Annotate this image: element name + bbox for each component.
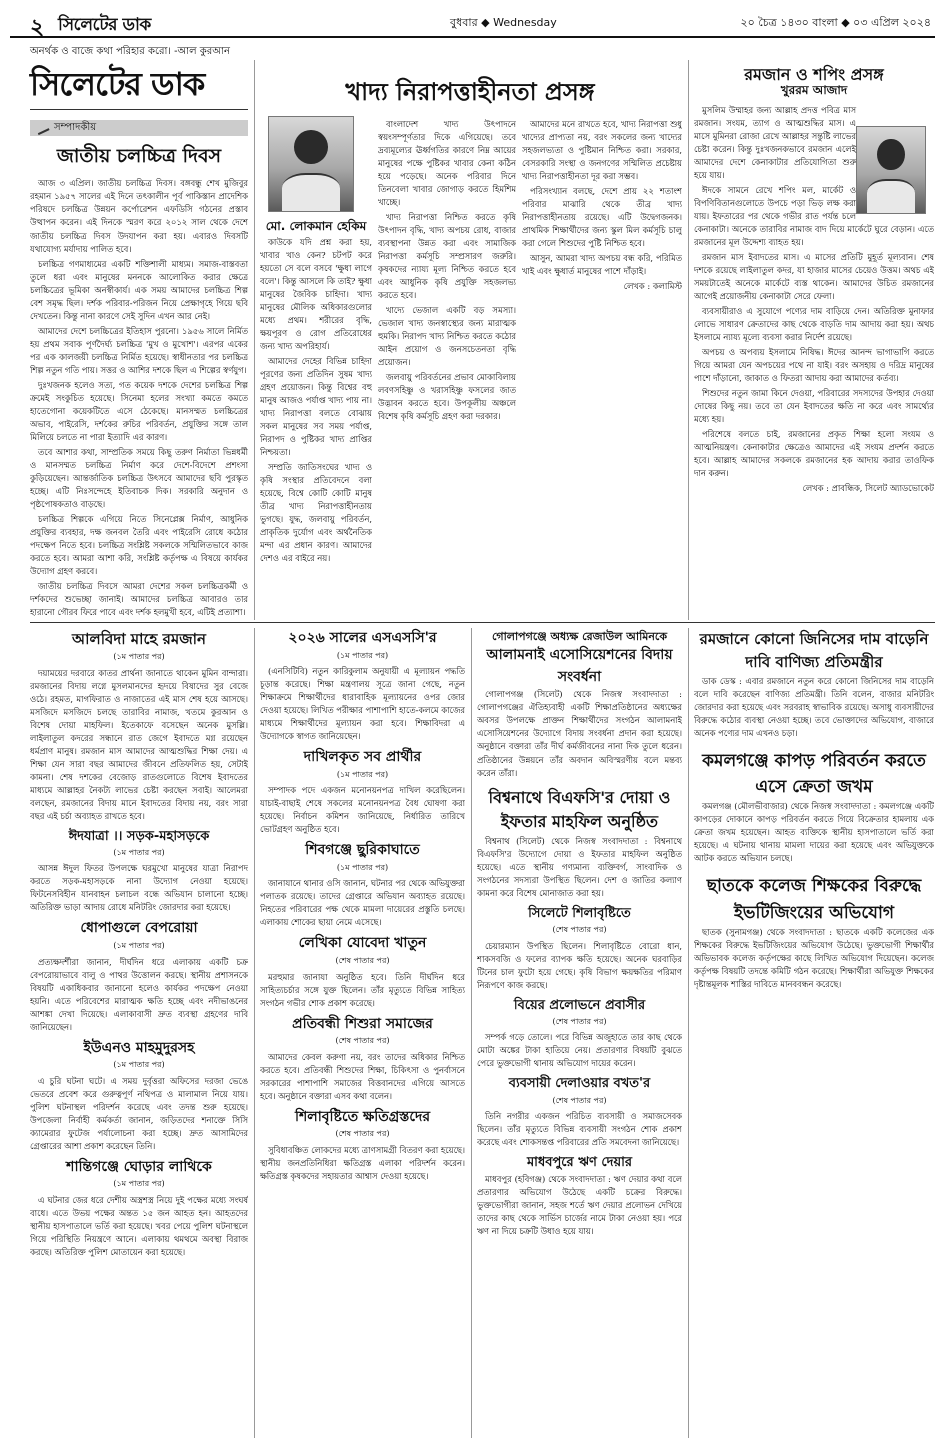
story-title: প্রতিবন্ধী শিশুরা সমাজের [292, 1015, 433, 1032]
editorial-title: জাতীয় চলচ্চিত্র দিবস [56, 145, 222, 167]
story-title: আলবিদা মাহে রমজান [72, 630, 206, 648]
editorial-paragraph: তবে আশার কথা, সাম্প্রতিক সময়ে কিছু তরুণ নির্মাতা ভিন্নধর্মী ও মানসম্মত চলচ্চিত্র নির্মাণ করে দেশে-বিদেশে প্রশংসা কুড়িয়েছেন। আন্তর্জাতিক চলচ্চিত্র উৎসবে আমাদের ছবি পুরস্কৃত হচ্ছে। এটি নিঃসন্দেহে ইতিবাচক দিক। সরকারি অনুদান ও পৃষ্ঠপোষকতাও বাড়ছে। [30, 446, 248, 509]
story-title: সিলেটে শিলাবৃষ্টিতে [528, 906, 631, 922]
story-title: ঈদযাত্রা ।। সড়ক-মহাসড়কে [68, 828, 210, 844]
food-col-2 [378, 118, 516, 616]
story-text: ছাতক (সুনামগঞ্জ) থেকে সংবাদদাতা : ছাতকে একটি কলেজের এক শিক্ষকের বিরুদ্ধে ইভটিজিংয়ের অভিযোগ উঠেছে। ভুক্তভোগী শিক্ষার্থীর অভিভাবক কলেজ কর্তৃপক্ষের কাছে লিখিত অভিযোগ দিয়েছেন। কলেজ কর্তৃপক্ষ বিষয়টি তদন্তে কমিটি গঠন করেছে। শিক্ষার্থীরা অভিযুক্ত শিক্ষকের দৃষ্টান্তমূলক শাস্তির দাবিতে মানববন্ধন করেছে। [694, 927, 934, 990]
editorial-paragraph: আমাদের দেশে চলচ্চিত্রের ইতিহাস পুরনো। ১৯৫৬ সালে নির্মিত হয় প্রথম সবাক পূর্ণদৈর্ঘ্য চলচ্চিত্র 'মুখ ও মুখোশ'। এরপর একের পর এক কালজয়ী চলচ্চিত্র নির্মিত হয়েছে। স্বাধীনতার পর চলচ্চিত্র শিল্প নতুন গতি পায়। সত্তর ও আশির দশকে ছিল এ শিল্পের স্বর্ণযুগ। [30, 325, 248, 375]
author-photo-body [282, 173, 341, 211]
story-from: (১ম পাতার পর) [113, 652, 165, 662]
ramadan-paragraph: রমজান মাস ইবাদতের মাস। এ মাসের প্রতিটি মুহূর্ত মূল্যবান। শেষ দশকে রয়েছে লাইলাতুল কদর, যা হাজার মাসের চেয়েও উত্তম। অথচ এই সময়টাতেই অনেকে মার্কেটে ব্যস্ত থাকেন। আমাদের উচিত রমজানের আগেই প্রয়োজনীয় কেনাকাটা সেরে ফেলা। [694, 252, 934, 302]
ramadan-paragraph: শিশুদের নতুন জামা কিনে দেওয়া, পরিবারের সদস্যদের উপহার দেওয়া দোষের কিছু নয়। তবে তা যেন ইবাদতের ক্ষতি না করে এবং সামর্থ্যের মধ্যে হয়। [694, 388, 934, 425]
story-text: আসন্ন ঈদুল ফিতর উপলক্ষে ঘরমুখো মানুষের যাত্রা নিরাপদ করতে সড়ক-মহাসড়কে নানা উদ্যোগ নেওয়া হয়েছে। ফিটনেসবিহীন যানবাহন চলাচল বন্ধে অভিযান চালানো হচ্ছে। অতিরিক্ত ভাড়া আদায় রোধে মনিটরিং জোরদার করা হয়েছে। [30, 863, 248, 913]
story-title: কমলগঞ্জে কাপড় পরিবর্তন করতে এসে ক্রেতা জখম [702, 750, 926, 797]
ramadan-author-note: লেখক : প্রাবন্ধিক, সিলেট অ্যাডভোকেট [802, 483, 934, 494]
column-divider [471, 628, 472, 1438]
story-from: (শেষ পাতার পর) [552, 1016, 607, 1026]
ramadan-column [694, 104, 934, 616]
story-text: ডাক ডেস্ক : এবার রমজানে নতুন করে কোনো জিনিসের দাম বাড়েনি বলে দাবি করেছেন বাণিজ্য প্রতিমন্ত্রী। তিনি বলেন, বাজার মনিটরিং জোরদার করা হয়েছে এবং সরবরাহ স্বাভাবিক রয়েছে। অসাধু ব্যবসায়ীদের বিরুদ্ধে কঠোর ব্যবস্থা নেওয়া হচ্ছে। তবে ভোক্তাদের অভিযোগ, বাজারে অনেক পণ্যের দাম এখনও চড়া। [694, 675, 934, 738]
story-title: ধোপাগুলে বেপরোয়া [80, 920, 198, 937]
food-paragraph: বাংলাদেশ খাদ্য উৎপাদনে স্বয়ংসম্পূর্ণতার দিকে এগিয়েছে। তবে দ্রব্যমূল্যের ঊর্ধ্বগতির কারণে নিম্ন আয়ের মানুষের পক্ষে পুষ্টিকর খাবার কেনা কঠিন হয়ে পড়েছে। অনেক পরিবার দিনে তিনবেলা খাবার জোগাড় করতে হিমশিম খাচ্ছে। [378, 119, 516, 208]
column-divider [254, 628, 255, 1438]
story-text: প্রত্যক্ষদর্শীরা জানান, দীর্ঘদিন ধরে এলাকায় একটি চক্র বেপরোয়াভাবে বালু ও পাথর উত্তোলন করছে। স্থানীয় প্রশাসনকে বিষয়টি একাধিকবার জানানো হলেও কার্যকর পদক্ষেপ নেওয়া হয়নি। এতে পরিবেশের মারাত্মক ক্ষতি হচ্ছে এবং নদীভাঙনের আশঙ্কা দেখা দিয়েছে। এলাকাবাসী দ্রুত ব্যবস্থা গ্রহণের দাবি জানিয়েছেন। [30, 956, 248, 1032]
food-paragraph: খাদ্যে ভেজাল একটি বড় সমস্যা। ভেজাল খাদ্য জনস্বাস্থ্যের জন্য মারাত্মক হুমকি। নিরাপদ খাদ্য নিশ্চিত করতে কঠোর আইন প্রয়োগ ও জনসচেতনতা বৃদ্ধি প্রয়োজন। [378, 305, 516, 368]
editorial-column [30, 142, 248, 617]
section-tag [30, 120, 248, 136]
story-text: সম্পাদক পদে একজন মনোনয়নপত্র দাখিল করেছিলেন। যাচাই-বাছাই শেষে সকলের মনোনয়নপত্র বৈধ ঘোষণা করা হয়েছে। নির্বাচন কমিশন জানিয়েছে, নির্ধারিত তারিখে ভোটগ্রহণ অনুষ্ঠিত হবে। [260, 785, 465, 835]
story-text: দয়াময়ের দরবারে কাতর প্রার্থনা জানাতে থাকেন মুমিন বান্দারা। রমজানের বিদায় লগ্নে মুসলমানদের হৃদয়ে বিষাদের সুর বেজে ওঠে। রহমত, মাগফিরাত ও নাজাতের এই মাস শেষ হয়ে আসছে। মসজিদে মসজিদে চলছে তারাবির নামাজ, খতমে কুরআন ও বিশেষ দোয়া মাহফিল। ইতেকাফে বসেছেন অনেক মুসল্লি। লাইলাতুল কদরের সন্ধানে রাত জেগে ইবাদতে মগ্ন রয়েছেন ধর্মপ্রাণ মানুষ। রমজান মাস আমাদের আত্মশুদ্ধির শিক্ষা দেয়। এ শিক্ষা যেন সারা বছর আমাদের জীবনে প্রতিফলিত হয়, সেটাই কামনা। শেষ দশকের বেজোড় রাতগুলোতে বিশেষ ইবাদতের মাধ্যমে আল্লাহর নৈকট্য লাভের চেষ্টা করছেন সবাই। আলেমরা বলছেন, রমজানের বিদায় মানে ইবাদতের বিদায় নয়, বরং সারা বছর এই চর্চা অব্যাহত রাখতে হবে। [30, 667, 248, 821]
story-text: গোলাপগঞ্জ (সিলেট) থেকে নিজস্ব সংবাদদাতা : গোলাপগঞ্জের ঐতিহ্যবাহী একটি শিক্ষাপ্রতিষ্ঠানের অধ্যক্ষের অবসর উপলক্ষে প্রাক্তন শিক্ষার্থীদের সংগঠন আলামনাই এসোসিয়েশনের উদ্যোগে বিদায় সংবর্ধনা প্রদান করা হয়েছে। অনুষ্ঠানে বক্তারা তাঁর দীর্ঘ কর্মজীবনের নানা দিক তুলে ধরেন। প্রতিষ্ঠানের উন্নয়নে তাঁর অবদান অবিস্মরণীয় বলে মন্তব্য করেন তাঁরা। [477, 689, 682, 778]
story-text: সুবিধাবঞ্চিত লোকদের মধ্যে ত্রাণসামগ্রী বিতরণ করা হয়েছে। স্থানীয় জনপ্রতিনিধিরা ক্ষতিগ্রস্ত এলাকা পরিদর্শন করেন। ক্ষতিগ্রস্ত কৃষকদের সহায়তার আশ্বাস দেওয়া হয়েছে। [260, 1144, 465, 1181]
food-author: মো. লোকমান হেকিম [265, 219, 367, 233]
story-title: রমজানে কোনো জিনিসের দাম বাড়েনি দাবি বাণিজ্য প্রতিমন্ত্রীর [699, 630, 929, 672]
story-from: (১ম পাতার পর) [113, 941, 165, 951]
ramadan-author: খুররম আজাদ [780, 83, 848, 97]
story-text: আমাদের কেবল করুণা নয়, বরং তাদের অধিকার নিশ্চিত করতে হবে। প্রতিবন্ধী শিশুদের শিক্ষা, চিকিৎসা ও পুনর্বাসনে সরকারের পাশাপাশি সমাজের বিত্তবানদের এগিয়ে আসতে হবে। অনুষ্ঠানে বক্তারা এসব কথা বলেন। [260, 1051, 465, 1101]
story-text: (এনসিটিবি) নতুন কারিকুলাম অনুযায়ী এ মূল্যায়ন পদ্ধতি চূড়ান্ত করেছে। শিক্ষা মন্ত্রণালয় সূত্রে জানা গেছে, নতুন শিক্ষাক্রমে শিক্ষার্থীদের ধারাবাহিক মূল্যায়নের ওপর জোর দেওয়া হয়েছে। লিখিত পরীক্ষার পাশাপাশি হাতে-কলমে কাজের মাধ্যমে শিক্ষার্থীদের মূল্যায়ন করা হবে। শিক্ষাবিদরা এ উদ্যোগকে স্বাগত জানিয়েছেন। [260, 666, 465, 742]
story-title: শিবগঞ্জে ছুরিকাঘাতে [305, 842, 420, 859]
masthead-title: সিলেটের ডাক [30, 65, 205, 103]
masthead [30, 60, 248, 110]
food-paragraph: আমাদের দেহের বিভিন্ন চাহিদা পূরণের জন্য প্রতিদিন সুষম খাদ্য গ্রহণ প্রয়োজন। কিন্তু বিশ্বের বহু মানুষ আজও পর্যাপ্ত খাদ্য পায় না। খাদ্য নিরাপত্তা বলতে বোঝায় সকল মানুষের সব সময় পর্যাপ্ত, নিরাপদ ও পুষ্টিকর খাদ্য প্রাপ্তির নিশ্চয়তা। [260, 356, 372, 458]
story-title: ২০২৬ সালের এসএসসি'র [288, 630, 437, 646]
story-title: বিশ্বনাথে বিএফসি'র দোয়া ও ইফতার মাহফিল অনুষ্ঠিত [488, 787, 671, 832]
continued-col-2 [260, 628, 465, 1438]
food-paragraph: আসুন, আমরা খাদ্য অপচয় বন্ধ করি, পরিমিত খাই এবং ক্ষুধার্ত মানুষের পাশে দাঁড়াই। [522, 253, 682, 277]
author-photo [268, 116, 354, 212]
food-author-note: লেখক : কলামিস্ট [623, 281, 682, 292]
column-divider [688, 628, 689, 1438]
story-from: (১ম পাতার পর) [336, 650, 389, 660]
story-title: লেখিকা যোবেদা খাতুন [298, 935, 427, 952]
story-from: (শেষ পাতার পর) [335, 956, 390, 966]
header-date: ২০ চৈত্র ১৪৩০ বাংলা ◆ ০৩ এপ্রিল ২০২৪ [740, 16, 931, 29]
food-article-title: খাদ্য নিরাপত্তাহীনতা প্রসঙ্গ [345, 78, 595, 106]
editorial-paragraph: আজ ৩ এপ্রিল। জাতীয় চলচ্চিত্র দিবস। বঙ্গবন্ধু শেখ মুজিবুর রহমান ১৯৫৭ সালের এই দিনে তৎকালীন পূর্ব পাকিস্তান প্রাদেশিক পরিষদে চলচ্চিত্র উন্নয়ন কর্পোরেশন এফডিসি গঠনের প্রস্তাব উত্থাপন করেন। এই দিনকে স্মরণ করে ২০১২ সাল থেকে দেশে জাতীয় চলচ্চিত্র দিবস উদযাপন করা হয়। এবারও দিবসটি যথাযোগ্য মর্যাদায় পালিত হবে। [30, 178, 248, 254]
story-text: মরহুমার জানাযা অনুষ্ঠিত হবে। তিনি দীর্ঘদিন ধরে সাহিত্যচর্চার সঙ্গে যুক্ত ছিলেন। তাঁর মৃত্যুতে বিভিন্ন সাহিত্য সংগঠন গভীর শোক প্রকাশ করেছে। [260, 971, 465, 1008]
continued-col-1 [30, 628, 248, 1438]
header-brand: সিলেটের ডাক [58, 15, 151, 35]
ramadan-paragraph: অপচয় ও অপব্যয় ইসলামে নিষিদ্ধ। ঈদের আনন্দ ভাগাভাগি করতে গিয়ে আমরা যেন অপচয়ের পথে না যাই। বরং অসহায় ও দরিদ্র মানুষের পাশে দাঁড়ানো, জাকাত ও ফিতরা আদায় করা আমাদের কর্তব্য। [694, 347, 934, 384]
story-from: (১ম পাতার পর) [113, 1060, 165, 1070]
ramadan-paragraph: মুসলিম উম্মাহর জন্য আল্লাহ প্রদত্ত পবিত্র মাস রমজান। সংযম, ত্যাগ ও আত্মশুদ্ধির মাস। এ মাসে মুমিনরা রোজা রেখে আল্লাহর সন্তুষ্টি লাভের চেষ্টা করেন। কিন্তু দুঃখজনকভাবে রমজান এলেই আমাদের দেশে কেনাকাটার প্রতিযোগিতা শুরু হয়ে যায়। [694, 105, 856, 181]
story-title: ইউএনও মাহমুদুরসহ [83, 1039, 195, 1056]
ramadan-paragraph: ঈদকে সামনে রেখে শপিং মল, মার্কেট ও বিপণিবিতানগুলোতে উপচে পড়া ভিড় লক্ষ করা যায়। ইফতারের পর থেকে গভীর রাত পর্যন্ত চলে কেনাকাটা। অনেকে তারাবির নামাজ বাদ দিয়ে মার্কেটে ঘুরে বেড়ান। এতে রমজানের মূল উদ্দেশ্য ব্যাহত হয়। [694, 185, 934, 248]
page-header [10, 8, 935, 38]
story-from: (শেষ পাতার পর) [552, 1095, 607, 1105]
quote-line: অনর্থক ও বাজে কথা পরিহার করো। -আল কুরআন [30, 46, 230, 57]
page-number: ২ [30, 14, 45, 40]
story-text: চেয়ারম্যান উপস্থিত ছিলেন। শিলাবৃষ্টিতে বোরো ধান, শাকসবজি ও ফলের ব্যাপক ক্ষতি হয়েছে। অনেক ঘরবাড়ির টিনের চাল ফুটো হয়ে গেছে। কৃষি বিভাগ ক্ষয়ক্ষতির পরিমাণ নিরূপণে কাজ করছে। [477, 940, 682, 990]
story-text: মাধবপুর (হবিগঞ্জ) থেকে সংবাদদাতা : ঋণ দেয়ার কথা বলে প্রতারণার অভিযোগ উঠেছে একটি চক্রের বিরুদ্ধে। ভুক্তভোগীরা জানান, সহজ শর্তে ঋণ দেয়ার প্রলোভন দেখিয়ে তাদের কাছ থেকে সার্ভিস চার্জের নামে টাকা নেওয়া হয়। পরে ঋণ না দিয়ে চক্রটি উধাও হয়ে যায়। [477, 1174, 682, 1237]
story-from: (১ম পাতার পর) [336, 769, 389, 779]
section-divider [30, 622, 935, 623]
column-divider [688, 60, 689, 620]
story-from: (শেষ পাতার পর) [335, 1036, 390, 1046]
continued-col-4 [694, 628, 934, 1438]
food-paragraph: পরিসংখ্যান বলছে, দেশে প্রায় ২২ শতাংশ পরিবার মাঝারি থেকে তীব্র খাদ্য নিরাপত্তাহীনতায় রয়েছে। এটি উদ্বেগজনক। প্রাথমিক শিক্ষার্থীদের জন্য স্কুল মিল কর্মসূচি চালু করা গেলে শিশুদের পুষ্টি নিশ্চিত হবে। [522, 186, 682, 249]
ramadan-paragraph: ব্যবসায়ীরাও এ সুযোগে পণ্যের দাম বাড়িয়ে দেন। অতিরিক্ত মুনাফার লোভে সাধারণ ক্রেতাদের কাছ থেকে বাড়তি দাম আদায় করা হয়। অথচ ইসলামে ন্যায্য মূল্যে ব্যবসা করার নির্দেশ রয়েছে। [694, 306, 934, 343]
header-day: বুধবার ◆ Wednesday [450, 16, 557, 29]
food-paragraph: খাদ্য নিরাপত্তা নিশ্চিত করতে কৃষি উৎপাদন বৃদ্ধি, খাদ্য অপচয় রোধ, বাজার ব্যবস্থাপনা উন্নত করা এবং সামাজিক নিরাপত্তা কর্মসূচি সম্প্রসারণ জরুরি। কৃষকদের ন্যায্য মূল্য নিশ্চিত করতে হবে এবং আধুনিক কৃষি প্রযুক্তি সহজলভ্য করতে হবে। [378, 212, 516, 301]
story-text: কমলগঞ্জ (মৌলভীবাজার) থেকে নিজস্ব সংবাদদাতা : কমলগঞ্জে একটি কাপড়ের দোকানে কাপড় পরিবর্তন করতে গিয়ে বিক্রেতার হামলায় এক ক্রেতা জখম হয়েছেন। আহত ব্যক্তিকে স্থানীয় হাসপাতালে ভর্তি করা হয়েছে। এ ঘটনায় থানায় মামলা দায়ের করা হয়েছে এবং অভিযুক্তকে আটক করতে অভিযান চলছে। [694, 801, 934, 864]
story-text: বিশ্বনাথ (সিলেট) থেকে নিজস্ব সংবাদদাতা : বিশ্বনাথে বিএফসি'র উদ্যোগে দোয়া ও ইফতার মাহফিল অনুষ্ঠিত হয়েছে। এতে স্থানীয় গণ্যমান্য ব্যক্তিবর্গ, সাংবাদিক ও সংগঠনের সদস্যরা উপস্থিত ছিলেন। দেশ ও জাতির কল্যাণ কামনা করে বিশেষ মোনাজাত করা হয়। [477, 836, 682, 899]
editorial-paragraph: দুঃখজনক হলেও সত্য, গত কয়েক দশকে দেশের চলচ্চিত্র শিল্প ক্রমেই সংকুচিত হয়েছে। সিনেমা হলের সংখ্যা কমতে কমতে হাতেগোনা কয়েকটিতে এসে ঠেকেছে। মানসম্মত চলচ্চিত্রের অভাব, পাইরেসি, দর্শকের রুচির পরিবর্তন, প্রযুক্তির সঙ্গে তাল মিলিয়ে চলতে না পারা ইত্যাদি এর কারণ। [30, 379, 248, 442]
food-paragraph: সম্প্রতি জাতিসংঘের খাদ্য ও কৃষি সংস্থার প্রতিবেদনে বলা হয়েছে, বিশ্বে কোটি কোটি মানুষ তীব্র খাদ্য নিরাপত্তাহীনতায় ভুগছে। যুদ্ধ, জলবায়ু পরিবর্তন, প্রাকৃতিক দুর্যোগ এবং অর্থনৈতিক মন্দা এর প্রধান কারণ। আমাদের দেশও এর বাইরে নয়। [260, 462, 372, 564]
story-from: (শেষ পাতার পর) [335, 1129, 390, 1139]
story-kicker: গোলাপগঞ্জে অধ্যক্ষ রেজাউল আমিনকে [491, 630, 668, 643]
ramadan-article-title: রমজান ও শপিং প্রসঙ্গ [744, 65, 884, 84]
editorial-paragraph: চলচ্চিত্র শিল্পকে এগিয়ে নিতে সিনেপ্লেক্স নির্মাণ, আধুনিক প্রযুক্তির ব্যবহার, দক্ষ জনবল তৈরি এবং পাইরেসি রোধে কঠোর পদক্ষেপ নিতে হবে। চলচ্চিত্র সংশ্লিষ্ট সকলকে সম্মিলিতভাবে কাজ করতে হবে। আমরা আশা করি, সংশ্লিষ্ট কর্তৃপক্ষ এ বিষয়ে কার্যকর উদ্যোগ গ্রহণ করবে। [30, 513, 248, 576]
newspaper-page [10, 8, 935, 1438]
section-label: সম্পাদকীয় [54, 122, 97, 133]
continued-col-3 [477, 628, 682, 1438]
food-paragraph: জলবায়ু পরিবর্তনের প্রভাব মোকাবিলায় লবণসহিষ্ণু ও খরাসহিষ্ণু ফসলের জাত উদ্ভাবন করতে হবে। উপকূলীয় অঞ্চলে বিশেষ কৃষি কর্মসূচি গ্রহণ করা দরকার। [378, 372, 516, 422]
ramadan-paragraph: পরিশেষে বলতে চাই, রমজানের প্রকৃত শিক্ষা হলো সংযম ও আত্মনিয়ন্ত্রণ। কেনাকাটার ক্ষেত্রেও আমাদের এই সংযম প্রদর্শন করতে হবে। আল্লাহ আমাদের সকলকে রমজানের হক আদায় করার তাওফিক দান করুন। [694, 429, 934, 479]
story-text: এ ঘটনার জের ধরে দেশীয় অস্ত্রশস্ত্র নিয়ে দুই পক্ষের মধ্যে সংঘর্ষ বাধে। এতে উভয় পক্ষের অন্তত ১৫ জন আহত হন। আহতদের স্থানীয় হাসপাতালে ভর্তি করা হয়েছে। খবর পেয়ে পুলিশ ঘটনাস্থলে গিয়ে পরিস্থিতি নিয়ন্ত্রণে আনে। এলাকায় থমথমে অবস্থা বিরাজ করছে। অতিরিক্ত পুলিশ মোতায়েন করা হয়েছে। [30, 1194, 248, 1257]
story-text: তিনি নগরীর একজন পরিচিত ব্যবসায়ী ও সমাজসেবক ছিলেন। তাঁর মৃত্যুতে বিভিন্ন ব্যবসায়ী সংগঠন শোক প্রকাশ করেছে এবং শোকসন্তপ্ত পরিবারের প্রতি সমবেদনা জানিয়েছে। [477, 1110, 682, 1147]
story-title: দাখিলকৃত সব প্রার্থীর [303, 749, 422, 766]
pen-icon [34, 121, 49, 135]
story-title: ব্যবসায়ী দেলাওয়ার বখত'র [508, 1076, 651, 1092]
food-paragraph: আমাদের মনে রাখতে হবে, খাদ্য নিরাপত্তা শুধু খাদ্যের প্রাপ্যতা নয়, বরং সকলের জন্য খাদ্যের সহজলভ্যতা ও পুষ্টিমান নিশ্চিত করা। সরকার, বেসরকারি সংস্থা ও জনগণের সম্মিলিত প্রচেষ্টায় খাদ্য নিরাপত্তাহীনতা দূর করা সম্ভব। [522, 119, 682, 182]
story-title: শান্তিগঞ্জে ঘোড়ার লাথিকে [66, 1158, 212, 1175]
author-photo-head [294, 130, 328, 164]
food-col-3 [522, 118, 682, 616]
story-from: (১ম পাতার পর) [113, 1179, 165, 1189]
story-text: এ চুরি ঘটনা ঘটে। এ সময় দুর্বৃত্তরা অফিসের দরজা ভেঙে ভেতরে প্রবেশ করে গুরুত্বপূর্ণ নথিপত্র ও মালামাল নিয়ে যায়। পুলিশ ঘটনাস্থল পরিদর্শন করেছে এবং তদন্ত শুরু হয়েছে। উপজেলা নির্বাহী কর্মকর্তা জানান, জড়িতদের শনাক্তে সিসি ক্যামেরার ফুটেজ পর্যালোচনা করা হচ্ছে। দ্রুত আসামিদের গ্রেপ্তারের আশা প্রকাশ করেছেন তিনি। [30, 1075, 248, 1151]
story-from: (১ম পাতার পর) [113, 847, 165, 857]
story-from: (শেষ পাতার পর) [552, 925, 607, 935]
story-title: ছাতকে কলেজ শিক্ষকের বিরুদ্ধে ইভটিজিংয়ের অভিযোগ [706, 876, 922, 923]
story-title: মাধবপুরে ঋণ দেয়ার [526, 1154, 633, 1170]
editorial-paragraph: জাতীয় চলচ্চিত্র দিবসে আমরা দেশের সকল চলচ্চিত্রকর্মী ও দর্শকদের শুভেচ্ছা জানাই। আমাদের চলচ্চিত্র আবারও তার হারানো গৌরব ফিরে পাবে এবং দর্শক হলমুখী হবে, এটিই প্রত্যাশা। [30, 580, 248, 617]
food-paragraph: কাউকে যদি প্রশ্ন করা হয়, খাবার খাও কেন? চটপট করে হয়তো সে বলে বসবে 'ক্ষুধা লাগে বলে'। কিন্তু আসলে কি তাই? ক্ষুধা মানুষের জৈবিক চাহিদা। খাদ্য মানুষের মৌলিক অধিকারগুলোর মধ্যে প্রথম। শরীরের বৃদ্ধি, ক্ষয়পূরণ ও রোগ প্রতিরোধের জন্য খাদ্য অপরিহার্য। [260, 237, 372, 352]
story-title: বিয়ের প্রলোভনে প্রবাসীর [513, 997, 646, 1013]
story-text: সম্পর্ক গড়ে তোলে। পরে বিভিন্ন অজুহাতে তার কাছ থেকে মোটা অঙ্কের টাকা হাতিয়ে নেয়। প্রতারণার বিষয়টি বুঝতে পেরে ভুক্তভোগী থানায় অভিযোগ দায়ের করেন। [477, 1032, 682, 1069]
food-col-1 [260, 236, 372, 616]
story-from: (১ম পাতার পর) [336, 863, 389, 872]
editorial-paragraph: চলচ্চিত্র গণমাধ্যমের একটি শক্তিশালী মাধ্যম। সমাজ-বাস্তবতা তুলে ধরা এবং মানুষের মননকে আলোকিত করার ক্ষেত্রে চলচ্চিত্রের ভূমিকা অনস্বীকার্য। এক সময় আমাদের চলচ্চিত্র শিল্প বেশ সমৃদ্ধ ছিল। দর্শক পরিবার-পরিজন নিয়ে প্রেক্ষাগৃহে গিয়ে ছবি দেখতেন। কিন্তু নানা কারণে সেই সুদিন এখন আর নেই। [30, 258, 248, 321]
story-text: জানাযানে থানার ওসি জানান, ঘটনার পর থেকে অভিযুক্তরা পলাতক রয়েছে। তাদের গ্রেপ্তারে অভিযান অব্যাহত রয়েছে। নিহতের পরিবারের পক্ষ থেকে মামলা দায়েরের প্রস্তুতি চলছে। এলাকায় শোকের ছায়া নেমে এসেছে। [260, 878, 465, 928]
story-title: আলামনাই এসোসিয়েশনের বিদায় সংবর্ধনা [486, 647, 673, 685]
column-divider [254, 60, 255, 620]
story-title: শিলাবৃষ্টিতে ক্ষতিগ্রস্তদের [294, 1108, 431, 1125]
